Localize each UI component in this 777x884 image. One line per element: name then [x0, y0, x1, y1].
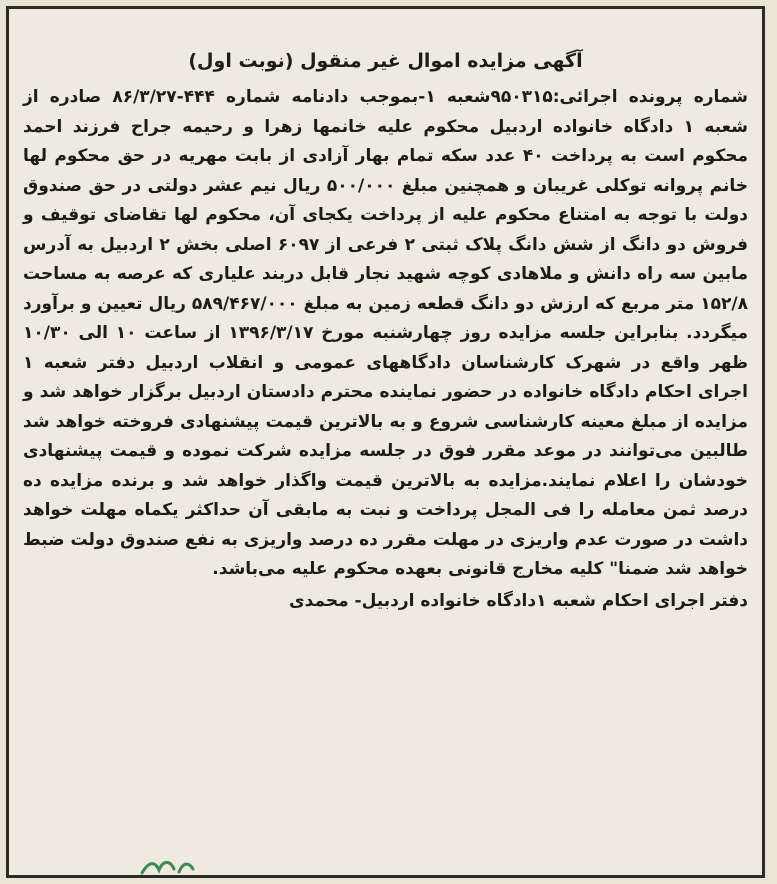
newspaper-clipping: [6, 6, 765, 878]
notice-signature: دفتر اجرای احکام شعبه ۱دادگاه خانواده اردبیل- محمدی: [289, 590, 748, 611]
auction-notice: [23, 49, 748, 616]
notice-body: شماره پرونده اجرائی:۹۵۰۳۱۵شعبه ۱-بموجب دادنامه شماره ۴۴۴-۸۶/۳/۲۷ صادره از شعبه ۱ دادگاه خانواده اردبیل محکوم علیه خانمها زهرا و رحیمه جراح فرزند احمد محکوم است به پرداخت ۴۰ عدد سکه تمام بهار آزادی از بابت مهریه در حق محکوم لها خانم پروانه توکلی غریبان و همچنین مبلغ ۵۰۰/۰۰۰ ریال نیم عشر دولتی در حق صندوق دولت با توجه به امتناع محکوم علیه از پرداخت یکجای آن، محکوم لها تقاضای توقیف و فروش دو دانگ از شش دانگ پلاک ثبتی ۲ فرعی از ۶۰۹۷ اصلی بخش ۲ اردبیل به آدرس مابین سه راه دانش و ملاهادی کوچه شهید نجار قابل دربند علیاری که عرصه به مساحت ۱۵۲/۸ متر مربع که ارزش دو دانگ قطعه زمین به مبلغ ۵۸۹/۴۶۷/۰۰۰ ریال تعیین و برآورد میگردد. بنابراین جلسه مزایده روز چهارشنبه مورخ ۱۳۹۶/۳/۱۷ از ساعت ۱۰ الی ۱۰/۳۰ ظهر واقع در شهرک کارشناسان دادگاههای عمومی و انقلاب اردبیل دفتر شعبه ۱ اجرای احکام دادگاه خانواده در حضور نماینده محترم دادستان اردبیل برگزار خواهد شد و مزایده از مبلغ معینه کارشناسی شروع و به بالاترین قیمت پیشنهادی فروخته خواهد شد طالبین می‌توانند در موعد مقرر فوق در جلسه مزایده شرکت نموده و قیمت پیشنهادی خودشان را اعلام نمایند.مزایده به بالاترین قیمت واگذار خواهد شد و برنده مزایده ده درصد ثمن معامله را فی المجل پرداخت و نبت به مابقی آن حداکثر یکماه مهلت خواهد داشت در صورت عدم واریزی در مهلت مقرر ده درصد واریزی به نفع صندوق دولت ضبط خواهد شد ضمنا" کلیه مخارج قانونی بعهده محکوم علیه می‌باشد.: [23, 87, 749, 579]
notice-title: آگهی مزایده اموال غیر منقول (نوبت اول): [188, 50, 583, 72]
handwritten-mark-icon: [139, 857, 195, 875]
